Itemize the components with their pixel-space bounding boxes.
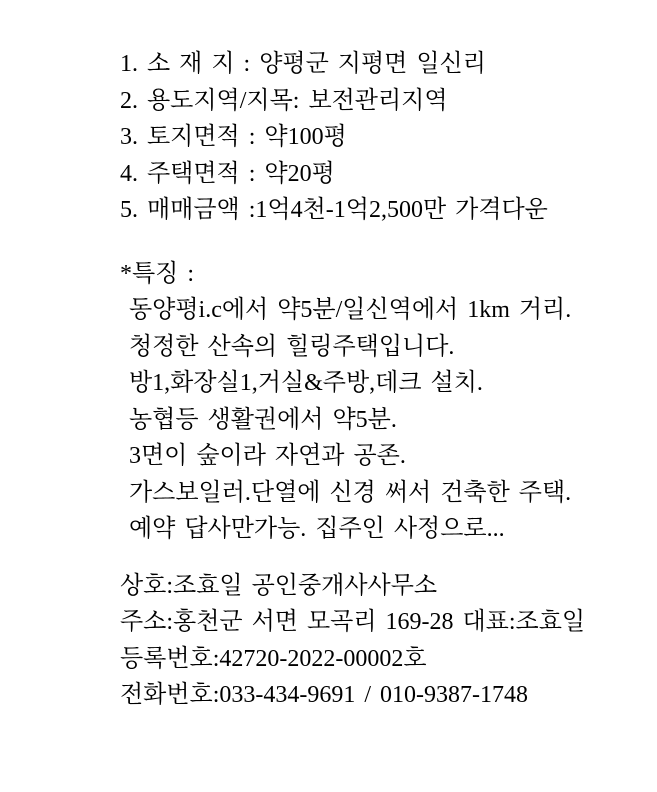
detail-line-zoning: 2. 용도지역/지목: 보전관리지역 xyxy=(120,87,448,114)
feature-line-access: 동양평i.c에서 약5분/일신역에서 1km 거리. xyxy=(120,297,572,323)
feature-line-amenities: 농협등 생활권에서 약5분. xyxy=(120,406,397,433)
agency-line-name: 상호:조효일 공인중개사사무소 xyxy=(120,572,438,599)
agency-line-phone: 전화번호:033-434-9691 / 010-9387-1748 xyxy=(120,682,529,708)
feature-line-healing: 청정한 산속의 힐링주택입니다. xyxy=(120,333,455,360)
agency-line-registration: 등록번호:42720-2022-00002호 xyxy=(120,645,427,672)
detail-line-location: 1. 소 재 지 : 양평군 지평면 일신리 xyxy=(120,51,486,77)
features-section xyxy=(120,256,647,548)
feature-line-rooms: 방1,화장실1,거실&주방,데크 설치. xyxy=(120,370,483,396)
feature-line-forest: 3면이 숲이라 자연과 공존. xyxy=(120,443,406,469)
feature-line-visit: 예약 답사만가능. 집주인 사정으로... xyxy=(120,516,505,542)
agency-contact-section xyxy=(120,568,647,714)
features-heading: *특징 : xyxy=(120,260,195,287)
agency-line-address: 주소:홍천군 서면 모곡리 169-28 대표:조효일 xyxy=(120,609,586,635)
property-details-list xyxy=(120,46,647,229)
detail-line-land-area: 3. 토지면적 : 약100평 xyxy=(120,124,347,150)
detail-line-house-area: 4. 주택면적 : 약20평 xyxy=(120,160,335,187)
detail-line-price: 5. 매매금액 :1억4천-1억2,500만 가격다운 xyxy=(120,197,548,223)
feature-line-boiler: 가스보일러.단열에 신경 써서 건축한 주택. xyxy=(120,479,572,506)
